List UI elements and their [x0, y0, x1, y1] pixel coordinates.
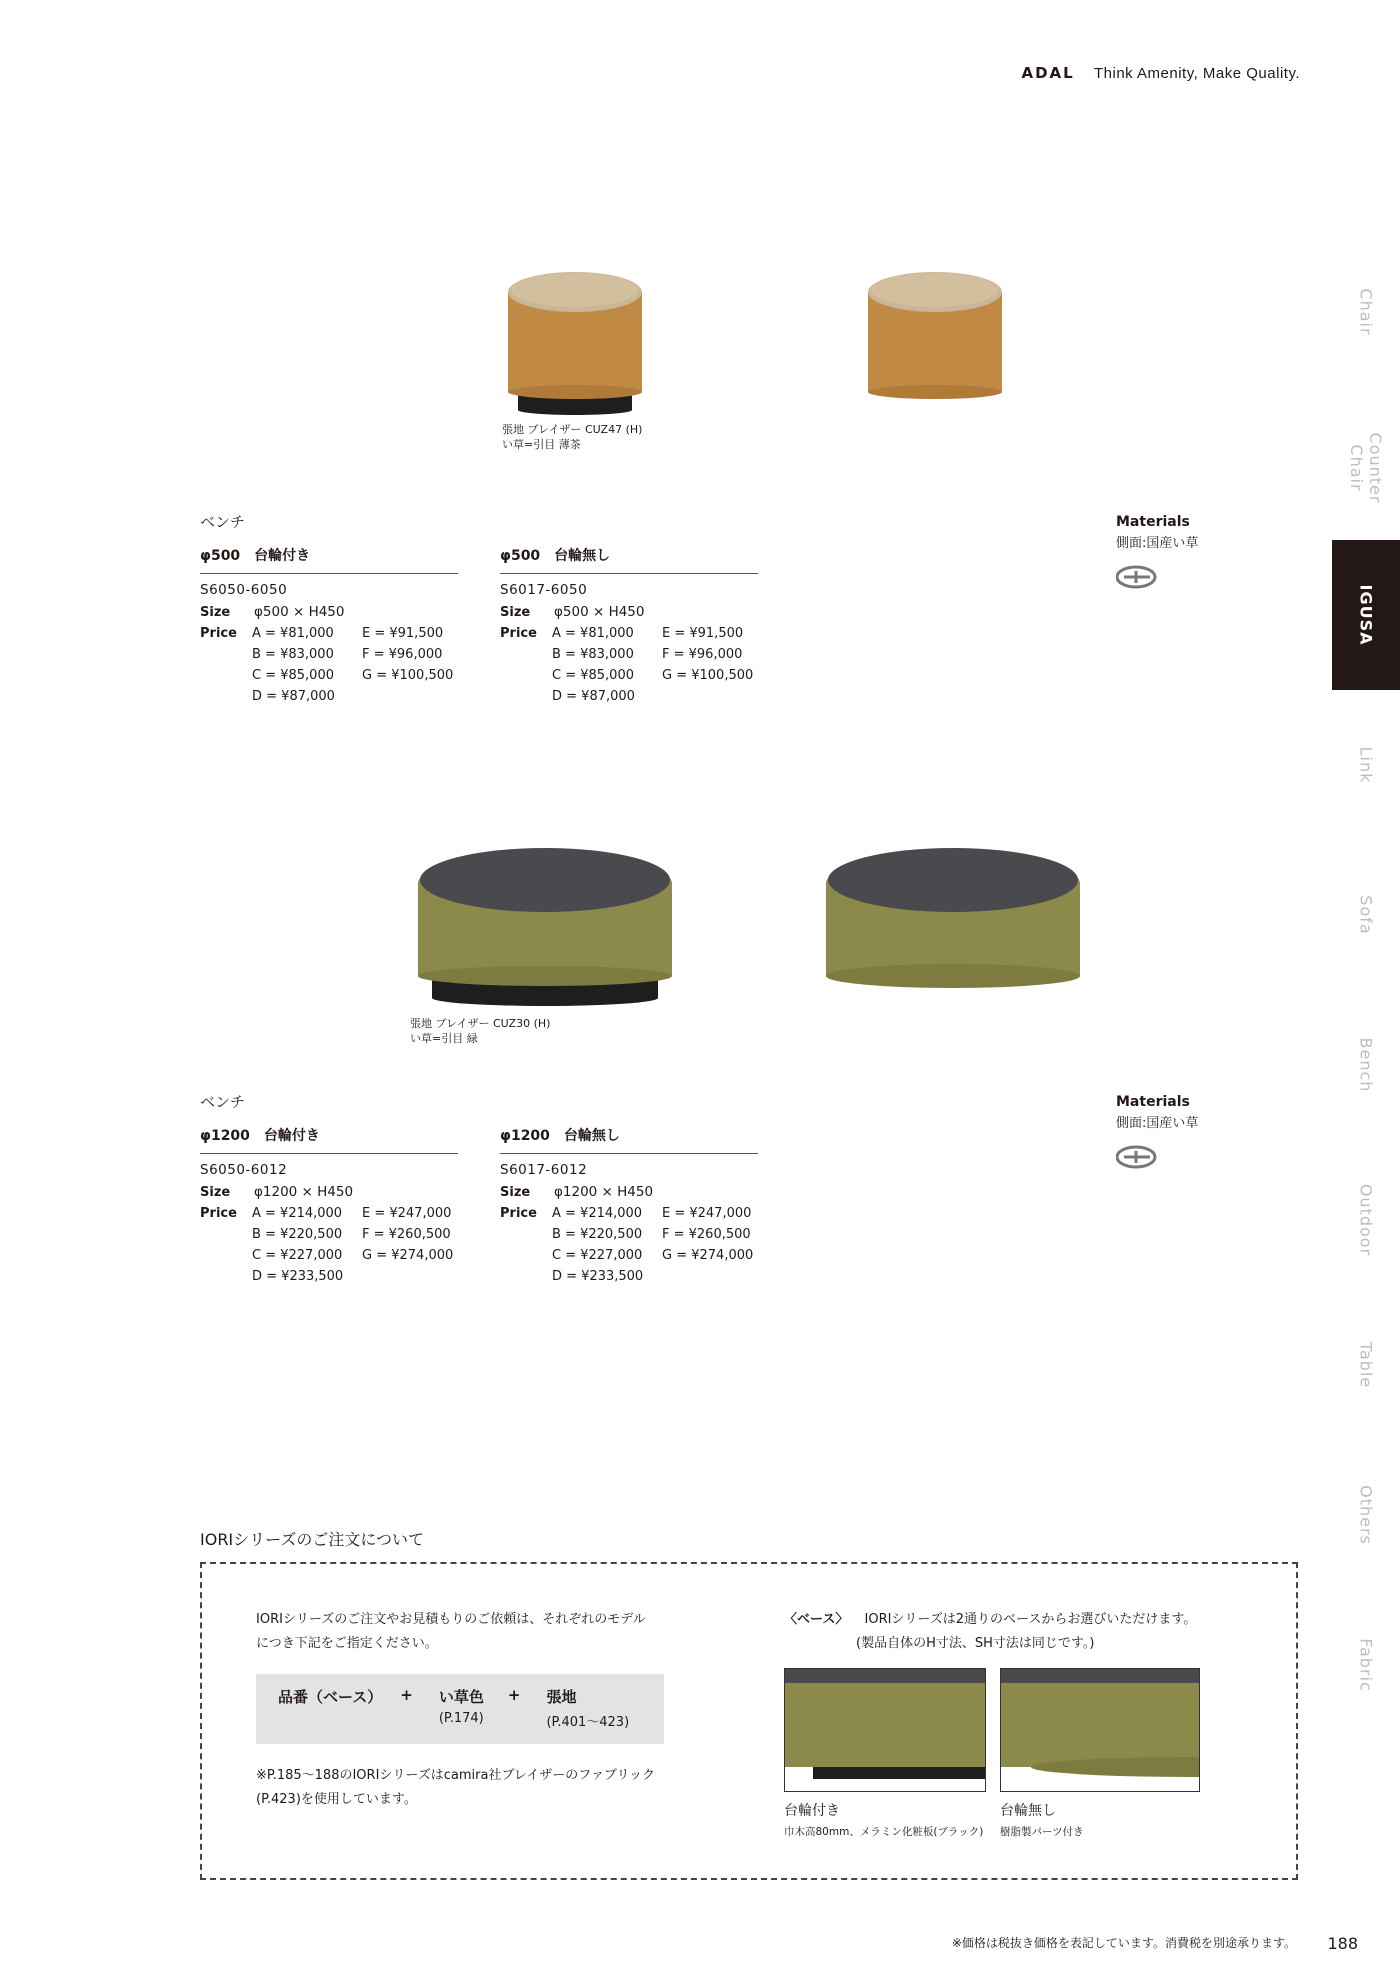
base-with-plinth-image: [784, 1668, 986, 1792]
product-code: S6017-6012: [500, 1162, 588, 1178]
footer-tax-note: ※価格は税抜き価格を表記しています。消費税を別途承ります。: [951, 1936, 1296, 1950]
price-label: Price: [500, 626, 537, 641]
size-label: Size: [500, 605, 531, 620]
tab-outdoor[interactable]: Outdoor: [1356, 1183, 1376, 1257]
formula-part-fabric: 張地 (P.401〜423): [546, 1688, 630, 1730]
product2-caption: 張地 ブレイザー CUZ30 (H) い草=引目 緑: [410, 1017, 551, 1045]
price-label: Price: [200, 1206, 237, 1221]
materials-text: 側面:国産い草: [1116, 536, 1199, 551]
product1-spec-without-base: [500, 545, 758, 707]
size-value: φ500 × H450: [554, 604, 645, 620]
price-list: A = ¥214,000 E = ¥247,000 B = ¥220,500 F = ¥260,500 C = ¥227,000 G = ¥274,000 D = ¥233,500: [252, 1206, 454, 1284]
materials-title: Materials: [1116, 1094, 1190, 1110]
product-code: S6050-6050: [200, 582, 288, 598]
size-label: Size: [200, 1185, 231, 1200]
size-label: Size: [200, 605, 231, 620]
tab-table[interactable]: Table: [1356, 1341, 1376, 1389]
product1-caption: 張地 ブレイザー CUZ47 (H) い草=引目 薄茶: [502, 423, 643, 451]
size-value: φ500 × H450: [254, 604, 345, 620]
base-without-plinth-caption: 台輪無し 樹脂製パーツ付き: [1000, 1803, 1084, 1838]
base-options-text: 〈ベース〉 IORIシリーズは2通りのベースからお選びいただけます。 (製品自体のH寸法、SH寸法は同じです。): [784, 1612, 1197, 1651]
order-intro: IORIシリーズのご注文やお見積もりのご依頼は、それぞれのモデル につき下記をご指定ください。: [256, 1612, 646, 1651]
formula-plus: +: [400, 1686, 413, 1704]
green-mark-icon: [1116, 565, 1158, 589]
order-info-box: [200, 1562, 1298, 1880]
tab-bench[interactable]: Bench: [1356, 1037, 1376, 1093]
stool-500-without-base-image: [860, 268, 1010, 400]
spec-heading: φ1200 台輪付き: [200, 1125, 458, 1154]
size-label: Size: [500, 1185, 531, 1200]
order-formula: [256, 1674, 664, 1744]
product1-section-title: ベンチ: [200, 513, 246, 531]
bench-1200-with-base-image: [410, 840, 680, 1010]
product1-materials: [1116, 511, 1198, 597]
base-without-plinth-image: [1000, 1668, 1200, 1792]
tab-fabric[interactable]: Fabric: [1356, 1638, 1376, 1692]
bench-1200-without-base-image: [818, 840, 1088, 1000]
product2-spec-with-base: [200, 1125, 458, 1287]
base-label: 〈ベース〉: [784, 1612, 849, 1627]
spec-heading: φ500 台輪無し: [500, 545, 758, 574]
price-list: A = ¥81,000 E = ¥91,500 B = ¥83,000 F = ¥96,000 C = ¥85,000 G = ¥100,500 D = ¥87,000: [552, 626, 754, 704]
tab-counter-chair[interactable]: Counter Chair: [1347, 432, 1385, 504]
order-section-title: IORIシリーズのご注文について: [200, 1530, 425, 1549]
formula-part-code: 品番（ベース）: [278, 1688, 383, 1706]
price-label: Price: [500, 1206, 537, 1221]
spec-heading: φ1200 台輪無し: [500, 1125, 758, 1154]
size-value: φ1200 × H450: [554, 1184, 654, 1200]
product2-section-title: ベンチ: [200, 1093, 246, 1111]
formula-plus: +: [507, 1686, 521, 1704]
page-number: 188: [1327, 1934, 1358, 1953]
tab-others[interactable]: Others: [1356, 1485, 1376, 1545]
price-list: A = ¥214,000 E = ¥247,000 B = ¥220,500 F = ¥260,500 C = ¥227,000 G = ¥274,000 D = ¥233,500: [552, 1206, 754, 1284]
page-header: [1021, 64, 1300, 82]
green-mark-icon: [1116, 1145, 1158, 1169]
tab-igusa[interactable]: IGUSA: [1332, 540, 1400, 690]
product2-materials: [1116, 1091, 1198, 1177]
base-with-plinth-caption: 台輪付き 巾木高80mm、メラミン化粧板(ブラック): [784, 1803, 984, 1838]
stool-500-with-base-image: [500, 268, 650, 416]
product2-spec-without-base: [500, 1125, 758, 1287]
price-label: Price: [200, 626, 237, 641]
price-list: A = ¥81,000 E = ¥91,500 B = ¥83,000 F = ¥96,000 C = ¥85,000 G = ¥100,500 D = ¥87,000: [252, 626, 454, 704]
product1-spec-with-base: [200, 545, 458, 707]
materials-text: 側面:国産い草: [1116, 1116, 1199, 1131]
size-value: φ1200 × H450: [254, 1184, 354, 1200]
order-note: ※P.185〜188のIORIシリーズはcamira社ブレイザーのファブリック (P.423)を使用しています。: [256, 1768, 655, 1807]
brand-tagline: Think Amenity, Make Quality.: [1093, 65, 1300, 82]
tab-link[interactable]: Link: [1356, 746, 1376, 784]
materials-title: Materials: [1116, 514, 1190, 530]
formula-part-rush: い草色 (P.174): [438, 1688, 484, 1726]
product-code: S6017-6050: [500, 582, 588, 598]
product-code: S6050-6012: [200, 1162, 288, 1178]
spec-heading: φ500 台輪付き: [200, 545, 458, 574]
tab-sofa[interactable]: Sofa: [1356, 895, 1376, 935]
tab-chair[interactable]: Chair: [1356, 288, 1376, 336]
brand-name: ADAL: [1021, 64, 1075, 82]
